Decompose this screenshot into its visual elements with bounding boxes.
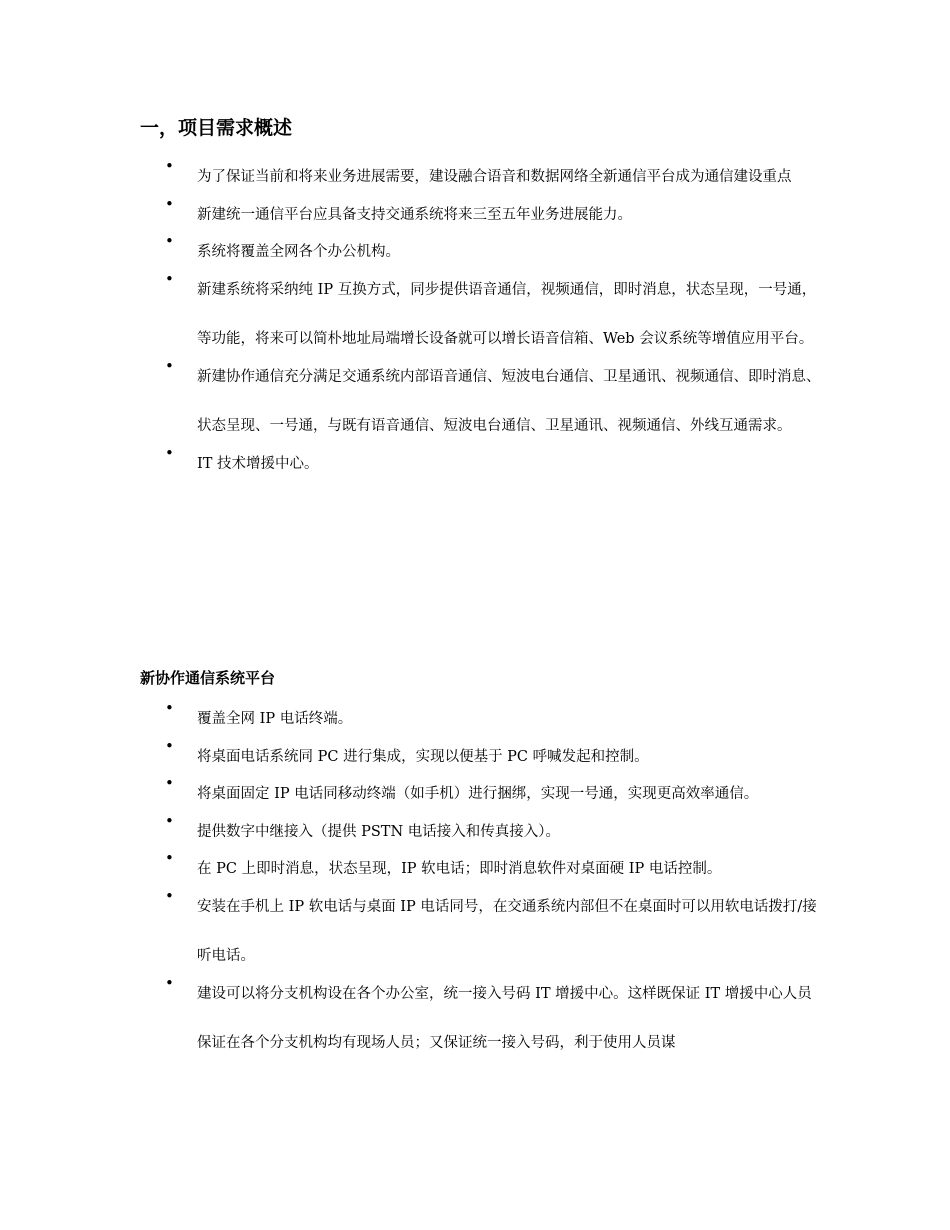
list-item: [0, 883, 822, 982]
bullet-icon: •: [165, 849, 174, 867]
bullet-icon: •: [165, 157, 174, 175]
list-item: [0, 266, 822, 365]
list-item-text: 系统将覆盖全网各个办公机构。: [197, 244, 400, 260]
bullet-icon: •: [165, 886, 174, 905]
bullet-icon: •: [165, 811, 174, 830]
platform-list: [0, 699, 950, 1061]
list-item-text: 安装在手机上 IP 软电话与桌面 IP 电话同号，在交通系统内部但不在桌面时可以用软电话拨打/接听电话。: [197, 898, 817, 964]
section-title-platform: 新协作通信系统平台: [140, 669, 276, 687]
list-item: [0, 440, 822, 490]
bullet-icon: •: [165, 356, 174, 375]
bullet-icon: •: [165, 232, 174, 250]
list-item-text: 建设可以将分支机构设在各个办公室，统一接入号码 IT 增援中心。这样既保证 IT 增援中心人员保证在各个分支机构均有现场人员；又保证统一接入号码，利于使用人员谋: [197, 985, 812, 1051]
section-title-requirements: 一，项目需求概述: [140, 117, 293, 139]
requirements-list: [0, 157, 950, 481]
bullet-icon: •: [165, 194, 174, 213]
bullet-icon: •: [165, 269, 174, 288]
bullet-icon: •: [165, 774, 174, 792]
list-item-text: 覆盖全网 IP 电话终端。: [197, 711, 353, 727]
list-item-text: 将桌面固定 IP 电话同移动终端（如手机）进行捆绑，实现一号通，实现更高效率通信。: [197, 786, 759, 802]
bullet-icon: •: [165, 443, 174, 462]
list-item: [0, 353, 822, 452]
list-item: [0, 970, 822, 1069]
list-item-text: 在 PC 上即时消息，状态呈现，IP 软电话；即时消息软件对桌面硬 IP 电话控制。: [197, 861, 722, 877]
bullet-icon: •: [165, 973, 174, 992]
list-item-text: 为了保证当前和将来业务进展需要，建设融合语音和数据网络全新通信平台成为通信建设重点: [197, 169, 792, 185]
list-item-text: 提供数字中继接入（提供 PSTN 电话接入和传真接入）。: [197, 823, 561, 840]
bullet-icon: •: [165, 736, 174, 755]
list-item-text: 新建系统将采纳纯 IP 互换方式，同步提供语音通信，视频通信，即时消息，状态呈现，一号通，等功能，将来可以简朴地址局端增长设备就可以增长语音信箱、Web 会议系统等增值应用平台。: [197, 281, 817, 347]
list-item-text: 新建协作通信充分满足交通系统内部语音通信、短波电台通信、卫星通讯、视频通信、即时消息、状态呈现、一号通，与既有语音通信、短波电台通信、卫星通讯、视频通信、外线互通需求。: [197, 368, 821, 434]
bullet-icon: •: [165, 699, 174, 717]
list-item-text: 新建统一通信平台应具备支持交通系统将来三至五年业务进展能力。: [197, 206, 632, 223]
list-item-text: IT 技术增援中心。: [197, 455, 319, 472]
list-item-text: 将桌面电话系统同 PC 进行集成，实现以便基于 PC 呼喊发起和控制。: [197, 748, 649, 765]
